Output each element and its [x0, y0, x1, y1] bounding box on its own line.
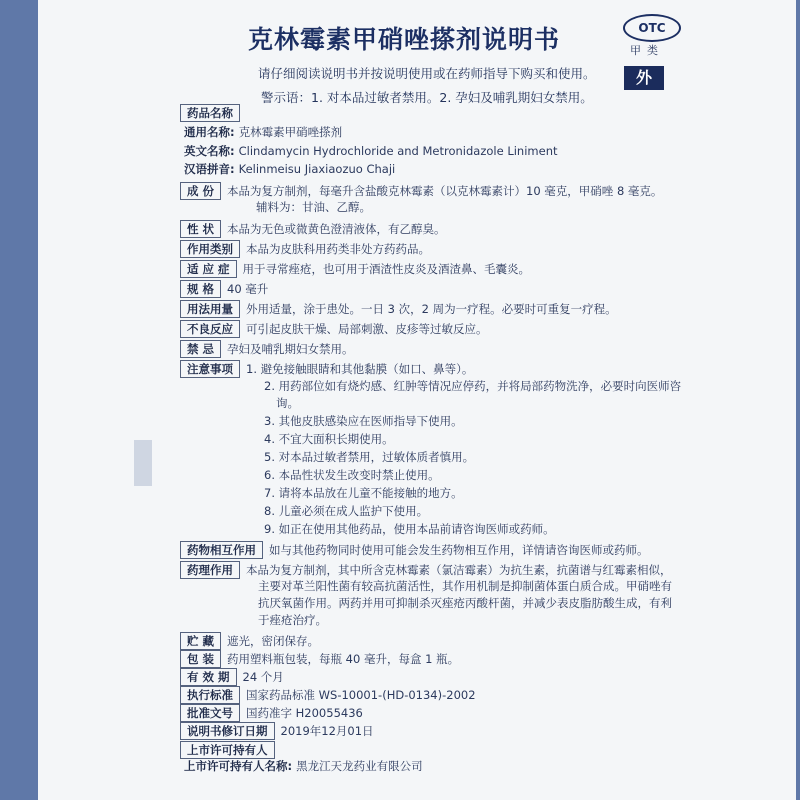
- generic-name-label: 通用名称:: [184, 125, 235, 139]
- pinyin-row: [184, 161, 395, 177]
- interaction-value: 如与其他药物同时使用可能会发生药物相互作用，详情请咨询医师或药师。: [269, 543, 649, 557]
- name-section-label: 药品名称: [180, 104, 240, 122]
- caution-item: 3. 其他皮肤感染应在医师指导下使用。: [264, 414, 463, 428]
- name-section: [180, 104, 246, 122]
- holder-name-row: [184, 758, 423, 774]
- package-value: 药用塑料瓶包装，每瓶 40 毫升，每盒 1 瓶。: [227, 652, 460, 666]
- pharm-line-row: [258, 595, 672, 611]
- generic-name-row: [184, 124, 342, 140]
- validity-row: [180, 668, 284, 686]
- spec-label: 规 格: [180, 280, 221, 298]
- validity-value: 24 个月: [242, 670, 284, 684]
- revision-label: 说明书修订日期: [180, 722, 275, 740]
- caution-item: 4. 不宜大面积长期使用。: [264, 432, 394, 446]
- standard-label: 执行标准: [180, 686, 240, 704]
- storage-value: 遮光，密闭保存。: [227, 634, 320, 648]
- package-label: 包 装: [180, 650, 221, 668]
- interaction-row: [180, 541, 649, 559]
- caution-item: 1. 避免接触眼睛和其他黏膜（如口、鼻等）。: [246, 362, 474, 376]
- generic-name-value: 克林霉素甲硝唑搽剂: [238, 125, 343, 139]
- approval-value: 国药准字 H20055436: [246, 706, 363, 720]
- pinyin-value: Kelinmeisu Jiaxiaozuo Chaji: [238, 162, 396, 176]
- pharm-line: 本品为复方制剂，其中所含克林霉素（氯洁霉素）为抗生素，抗菌谱与红霉素相似，: [246, 563, 672, 577]
- caution-row: [180, 360, 473, 378]
- pharm-line-row: [258, 578, 672, 594]
- pharm-label: 药理作用: [180, 561, 240, 579]
- caution-item-row: [264, 521, 555, 537]
- pharm-line: 主要对革兰阳性菌有较高抗菌活性，其作用机制是抑制菌体蛋白质合成。甲硝唑有: [258, 579, 672, 593]
- leaflet-title: 克林霉素甲硝唑搽剂说明书: [248, 25, 561, 54]
- caution-item-row: [264, 467, 440, 483]
- holder-name-label: 上市许可持有人名称:: [184, 759, 293, 773]
- caution-item: 6. 本品性状发生改变时禁止使用。: [264, 468, 440, 482]
- standard-row: [180, 686, 476, 704]
- category-row: [180, 240, 430, 258]
- pharm-line-row: [258, 612, 327, 628]
- composition-excipients: 辅料为：甘油、乙醇。: [256, 200, 371, 214]
- pharm-row: [180, 561, 672, 579]
- character-value: 本品为无色或微黄色澄清液体，有乙醇臭。: [227, 222, 446, 236]
- revision-row: [180, 722, 374, 740]
- approval-row: [180, 704, 363, 722]
- usage-label: 用法用量: [180, 300, 240, 318]
- character-label: 性 状: [180, 220, 221, 238]
- standard-value: 国家药品标准 WS-10001-(HD-0134)-2002: [246, 688, 476, 702]
- spec-value: 40 毫升: [227, 282, 269, 296]
- composition-label: 成 份: [180, 182, 221, 200]
- indication-label: 适 应 症: [180, 260, 237, 278]
- spec-row: [180, 280, 268, 298]
- holder-name-value: 黑龙江天龙药业有限公司: [296, 759, 423, 773]
- caution-label: 注意事项: [180, 360, 240, 378]
- caution-item-row: [264, 485, 463, 501]
- leaflet-subtitle: 请仔细阅读说明书并按说明使用或在药师指导下购买和使用。: [258, 66, 596, 81]
- pharm-line: 于痤疮治疗。: [258, 613, 327, 627]
- adverse-label: 不良反应: [180, 320, 240, 338]
- adverse-value: 可引起皮肤干燥、局部刺激、皮疹等过敏反应。: [246, 322, 488, 336]
- usage-row: [180, 300, 617, 318]
- holder-section-label: 上市许可持有人: [180, 741, 275, 759]
- indication-row: [180, 260, 530, 278]
- pinyin-label: 汉语拼音:: [184, 162, 235, 176]
- otc-class-label: 甲类: [630, 44, 664, 57]
- validity-label: 有 效 期: [180, 668, 237, 686]
- caution-item: 8. 儿童必须在成人监护下使用。: [264, 504, 429, 518]
- leaflet-sheet: [38, 0, 796, 800]
- english-name-row: [184, 143, 558, 159]
- storage-row: [180, 632, 319, 650]
- indication-value: 用于寻常痤疮，也可用于酒渣性皮炎及酒渣鼻、毛囊炎。: [242, 262, 531, 276]
- composition-value: 本品为复方制剂，每毫升含盐酸克林霉素（以克林霉素计）10 毫克，甲硝唑 8 毫克。: [227, 184, 663, 198]
- category-label: 作用类别: [180, 240, 240, 258]
- adverse-row: [180, 320, 488, 338]
- character-row: [180, 220, 446, 238]
- caution-item-row: [264, 449, 474, 465]
- caution-item: 询。: [276, 396, 299, 410]
- caution-item-row: [264, 378, 681, 394]
- caution-item-row: [264, 413, 463, 429]
- holder-section: [180, 741, 281, 759]
- caution-item: 5. 对本品过敏者禁用，过敏体质者慎用。: [264, 450, 475, 464]
- english-name-value: Clindamycin Hydrochloride and Metronidazole Liniment: [238, 144, 558, 158]
- caution-item-row: [264, 431, 394, 447]
- otc-badge: OTC: [623, 14, 681, 42]
- composition-row: [180, 182, 662, 200]
- pharm-line: 抗厌氧菌作用。两药并用可抑制杀灭痤疮丙酸杆菌，并减少表皮脂肪酸生成，有利: [258, 596, 672, 610]
- caution-item-row: [264, 503, 428, 519]
- contra-value: 孕妇及哺乳期妇女禁用。: [227, 342, 354, 356]
- english-name-label: 英文名称:: [184, 144, 235, 158]
- warning-text: 警示语：1. 对本品过敏者禁用。2. 孕妇及哺乳期妇女禁用。: [261, 90, 593, 105]
- storage-label: 贮 藏: [180, 632, 221, 650]
- interaction-label: 药物相互作用: [180, 541, 263, 559]
- caution-item: 2. 用药部位如有烧灼感、红肿等情况应停药，并将局部药物洗净，必要时向医师咨: [264, 379, 682, 393]
- contra-row: [180, 340, 354, 358]
- contra-label: 禁 忌: [180, 340, 221, 358]
- approval-label: 批准文号: [180, 704, 240, 722]
- composition-row-2: [256, 199, 371, 215]
- usage-value: 外用适量，涂于患处。一日 3 次，2 周为一疗程。必要时可重复一疗程。: [246, 302, 617, 316]
- external-use-badge: 外: [624, 66, 664, 90]
- caution-item: 9. 如正在使用其他药品，使用本品前请咨询医师或药师。: [264, 522, 555, 536]
- caution-item: 7. 请将本品放在儿童不能接触的地方。: [264, 486, 463, 500]
- package-row: [180, 650, 459, 668]
- caution-item-row: [276, 395, 299, 411]
- category-value: 本品为皮肤科用药类非处方药药品。: [246, 242, 430, 256]
- revision-value: 2019年12月01日: [280, 724, 374, 738]
